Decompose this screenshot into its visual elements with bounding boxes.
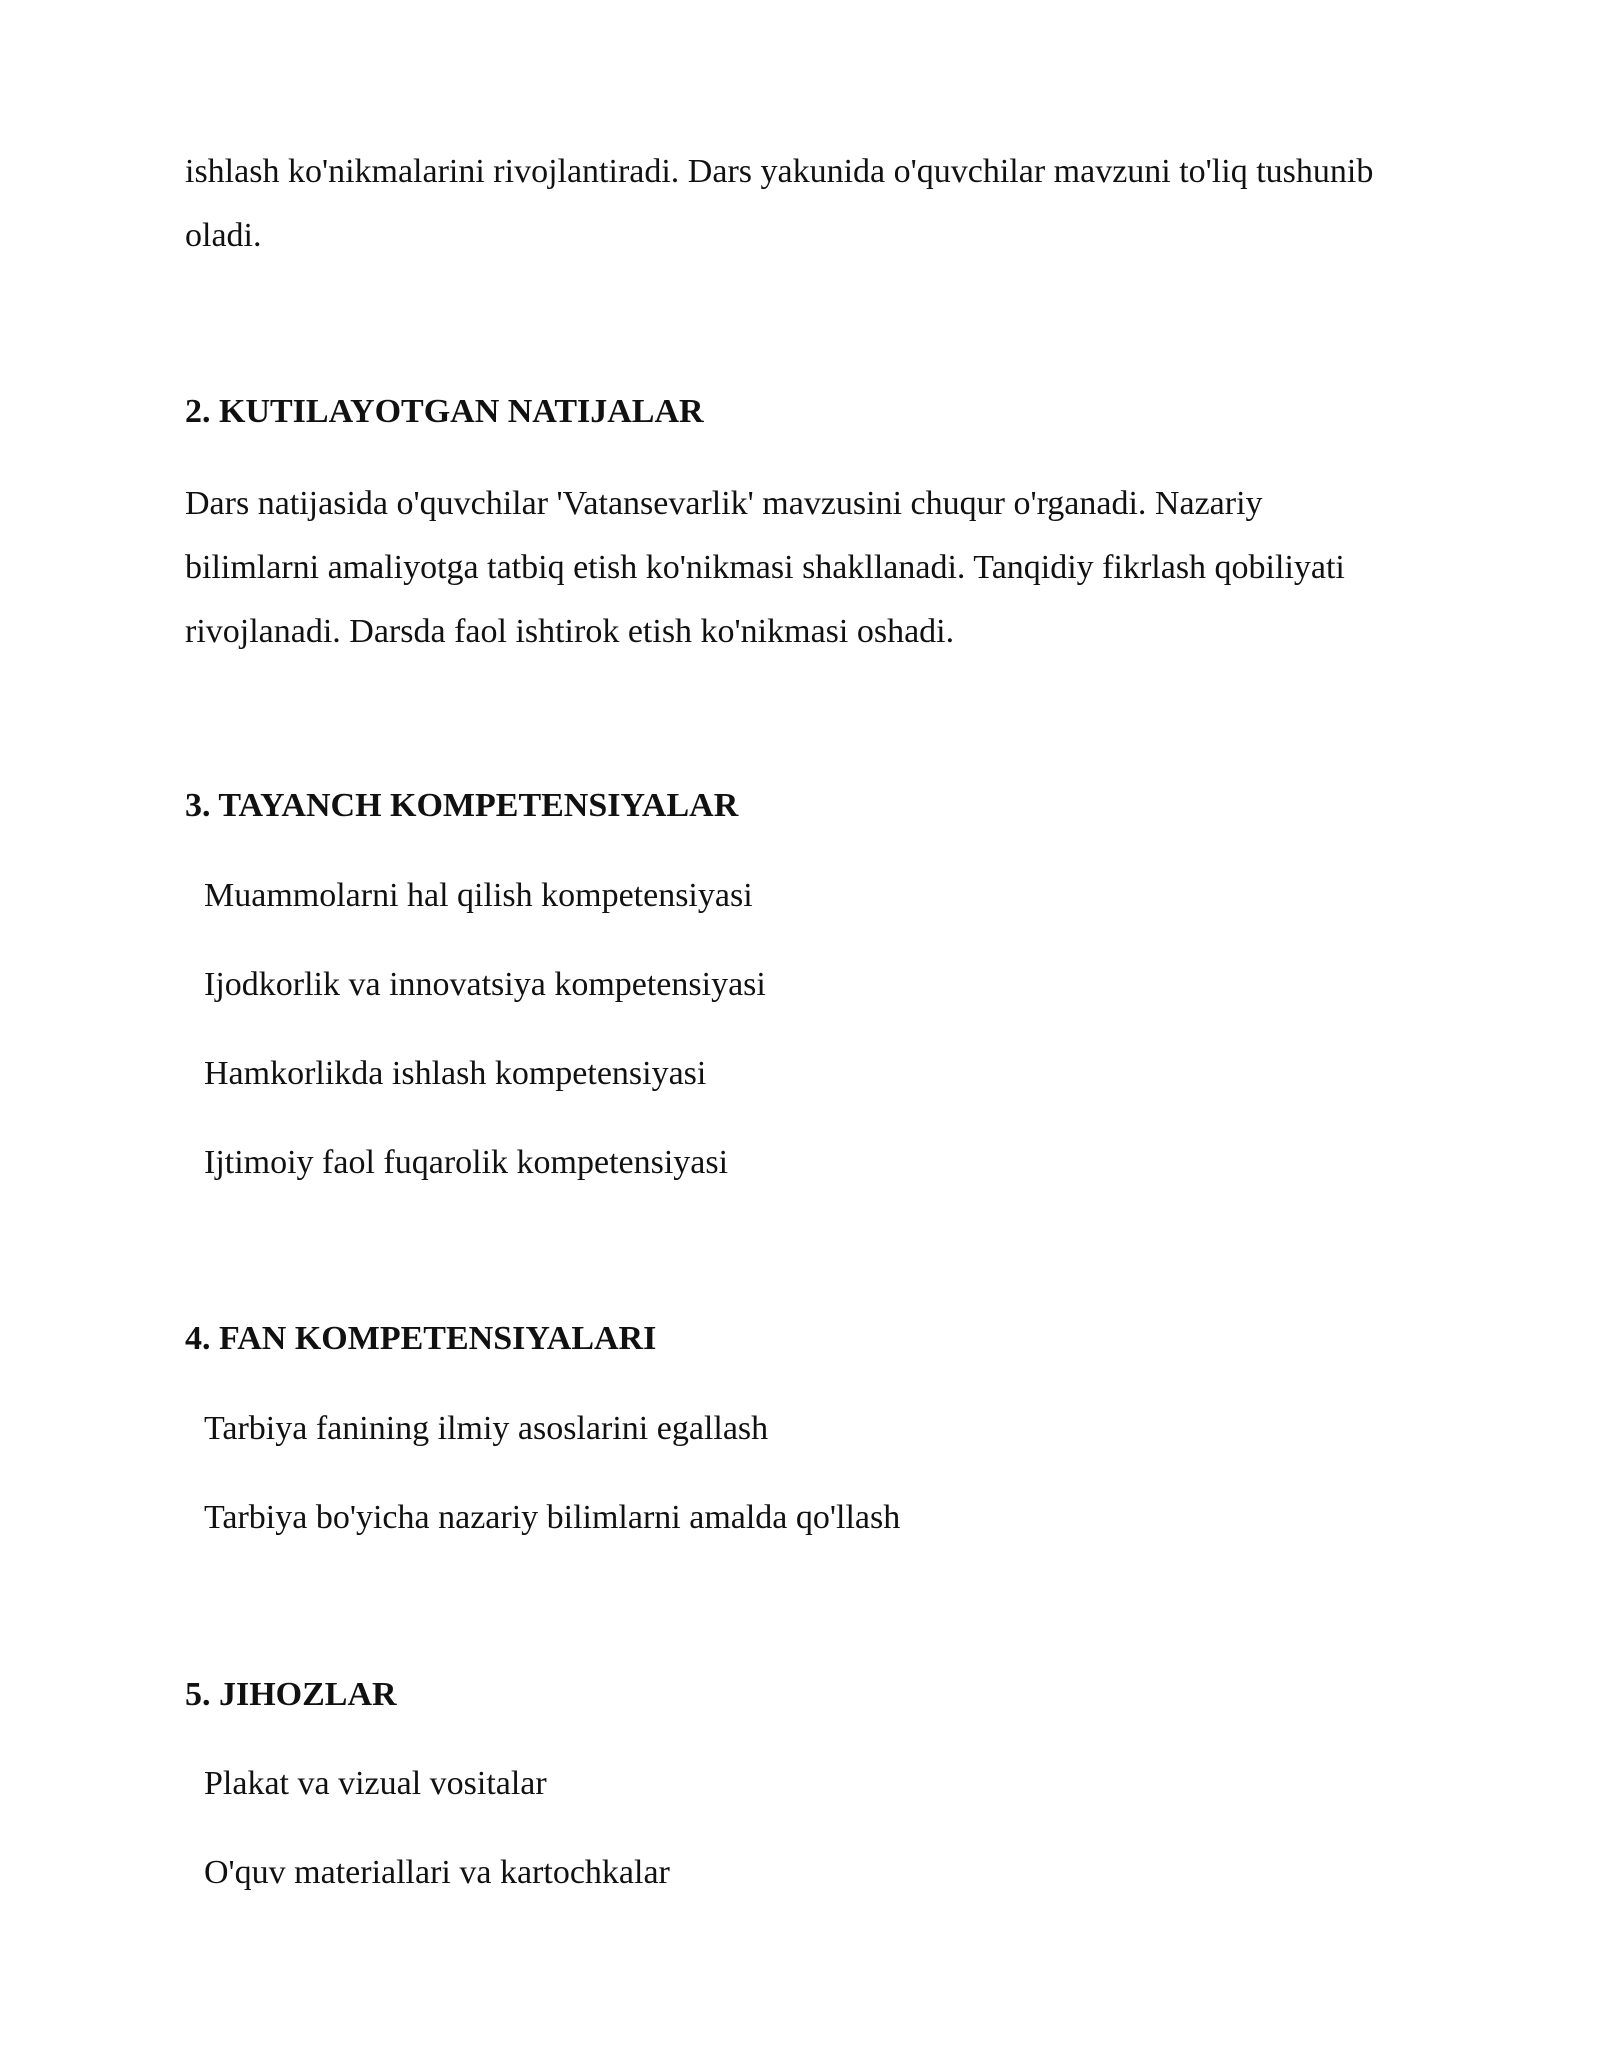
list-item: Hamkorlikda ishlash kompetensiyasi xyxy=(204,1055,707,1092)
list-item: O'quv materiallari va kartochkalar xyxy=(204,1854,670,1891)
intro-paragraph: ishlash ko'nikmalarini rivojlantiradi. Dars yakunida o'quvchilar mavzuni to'liq tushunib oladi. xyxy=(185,153,1374,254)
list-item: Ijtimoiy faol fuqarolik kompetensiyasi xyxy=(204,1144,729,1181)
list-item: Ijodkorlik va innovatsiya kompetensiyasi xyxy=(204,966,766,1003)
section-heading-fan-kompetensiyalari: 4. FAN KOMPETENSIYALARI xyxy=(185,1320,657,1357)
section-heading-kutilayotgan-natijalar: 2. KUTILAYOTGAN NATIJALAR xyxy=(185,393,704,430)
section-heading-jihozlar: 5. JIHOZLAR xyxy=(185,1676,397,1713)
list-item: Tarbiya fanining ilmiy asoslarini egallash xyxy=(204,1410,769,1447)
section-heading-tayanch-kompetensiyalar: 3. TAYANCH KOMPETENSIYALAR xyxy=(185,787,739,824)
list-item: Plakat va vizual vositalar xyxy=(204,1765,547,1802)
section-paragraph-natijalar: Dars natijasida o'quvchilar 'Vatansevarlik' mavzusini chuqur o'rganadi. Nazariy bilimlarni amaliyotga tatbiq etish ko'nikmasi shakllanadi. Tanqidiy fikrlash qobiliyati rivojlanadi. Darsda faol ishtirok etish ko'nikmasi oshadi. xyxy=(185,485,1345,650)
list-item: Tarbiya bo'yicha nazariy bilimlarni amalda qo'llash xyxy=(204,1499,901,1536)
list-item: Muammolarni hal qilish kompetensiyasi xyxy=(204,877,753,914)
